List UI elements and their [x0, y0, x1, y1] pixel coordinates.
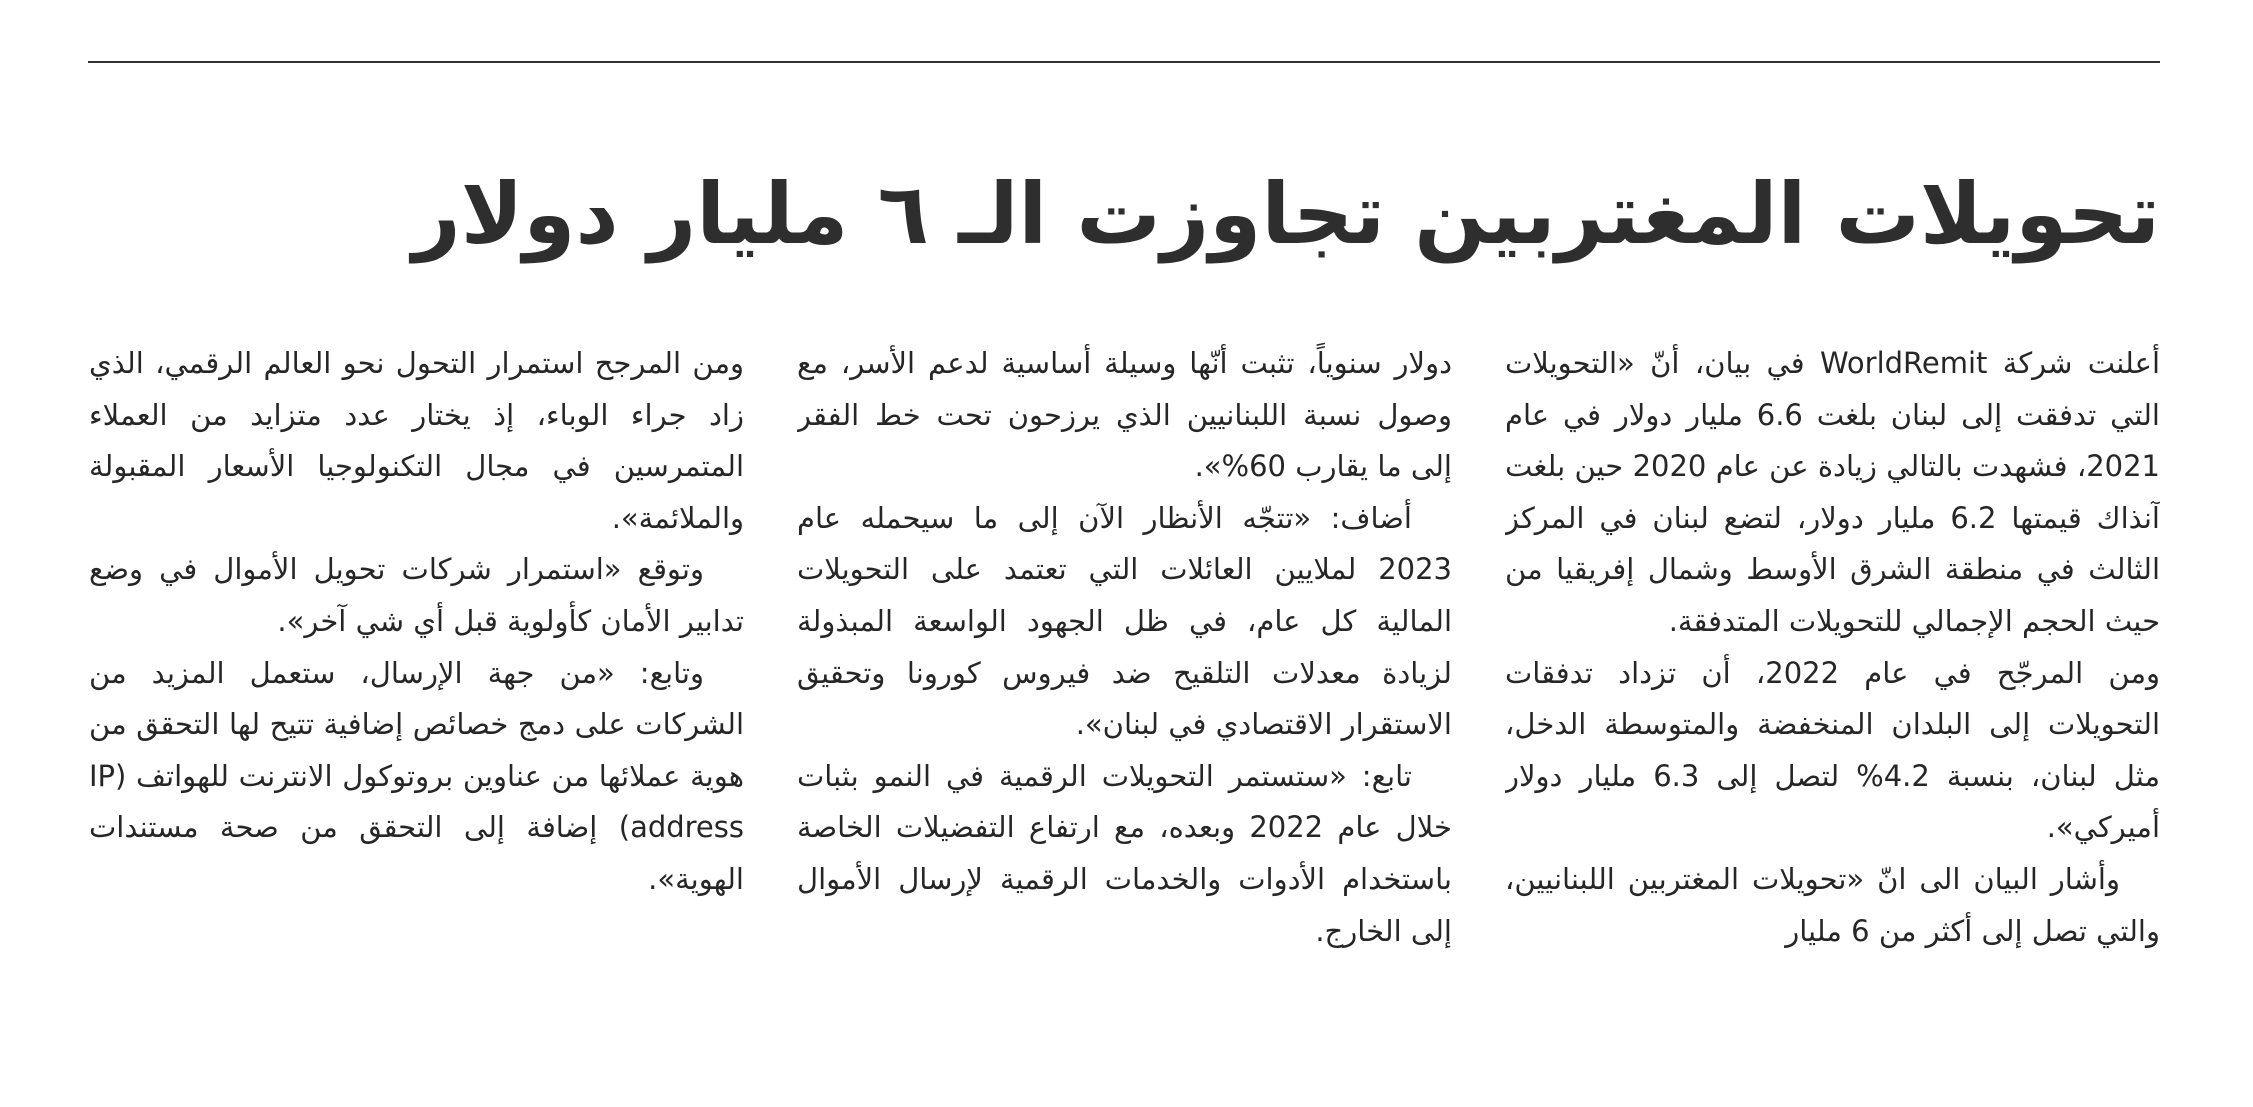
column-1 — [1505, 338, 2160, 1028]
column-3 — [89, 338, 744, 1028]
paragraph: وتوقع «استمرار شركات تحويل الأموال في وضع تدابير الأمان كأولوية قبل أي شي آخر». — [89, 552, 744, 638]
paragraph: تابع: «ستستمر التحويلات الرقمية في النمو بثبات خلال عام 2022 وبعده، مع ارتفاع التفضيلات الخاصة باستخدام الأدوات والخدمات الرقمية لإرسال الأموال إلى الخارج. — [797, 758, 1452, 948]
paragraph: وتابع: «من جهة الإرسال، ستعمل المزيد من الشركات على دمج خصائص إضافية تتيح لها التحقق من هوية عملائها من عناوين بروتوكول الانترنت للهواتف (IP address) إضافة إلى التحقق من صحة مستندات الهوية». — [89, 655, 744, 896]
paragraph: ومن المرجّح في عام 2022، أن تزداد تدفقات التحويلات إلى البلدان المنخفضة والمتوسطة الدخل، مثل لبنان، بنسبة 4.2% لتصل إلى 6.3 مليار دولار أميركي». — [1505, 655, 2160, 845]
article-headline: تحويلات المغتربين تجاوزت الـ ٦ مليار دولار — [412, 165, 2160, 264]
column-2 — [797, 338, 1452, 1028]
paragraph: أعلنت شركة WorldRemit في بيان، أنّ «التحويلات التي تدفقت إلى لبنان بلغت 6.6 مليار دولار في عام 2021، فشهدت بالتالي زيادة عن عام 2020 حين بلغت آنذاك قيمتها 6.2 مليار دولار، لتضع لبنان في المركز الثالث في منطقة الشرق الأوسط وشمال إفريقيا من حيث الحجم الإجمالي للتحويلات المتدفقة. — [1505, 346, 2160, 638]
top-rule — [88, 61, 2160, 63]
paragraph: أضاف: «تتجّه الأنظار الآن إلى ما سيحمله عام 2023 لملايين العائلات التي تعتمد على التحويلات المالية كل عام، في ظل الجهود الواسعة المبذولة لزيادة معدلات التلقيح ضد فيروس كورونا وتحقيق الاستقرار الاقتصادي في لبنان». — [797, 500, 1452, 742]
paragraph: دولار سنوياً، تثبت أنّها وسيلة أساسية لدعم الأسر، مع وصول نسبة اللبنانيين الذي يرزحون تحت خط الفقر إلى ما يقارب 60%». — [797, 346, 1452, 484]
paragraph: وأشار البيان الى انّ «تحويلات المغتربين اللبنانيين، والتي تصل إلى أكثر من 6 مليار — [1505, 861, 2160, 948]
article-body — [88, 338, 2160, 1028]
paragraph: ومن المرجح استمرار التحول نحو العالم الرقمي، الذي زاد جراء الوباء، إذ يختار عدد متزايد من العملاء المتمرسين في مجال التكنولوجيا الأسعار المقبولة والملائمة». — [89, 346, 744, 535]
